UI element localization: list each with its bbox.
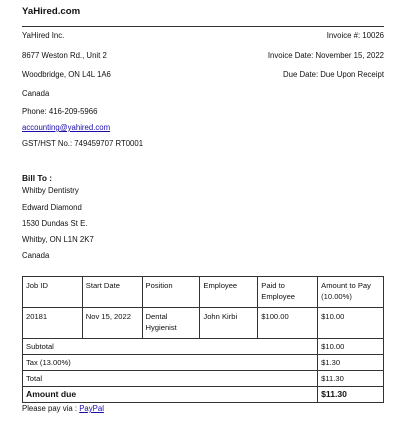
payment-prefix: Please pay via : (22, 404, 80, 413)
invoice-due-date: Due Date: Due Upon Receipt (283, 70, 384, 79)
col-header-employee: Employee (200, 277, 258, 308)
bill-to-name: Whitby Dentistry (22, 186, 79, 195)
company-email-link[interactable]: accounting@yahired.com (22, 123, 111, 132)
bill-to-address-line1: 1530 Dundas St E. (22, 219, 88, 228)
cell-amount-to-pay: $10.00 (318, 308, 384, 339)
table-header-row (23, 277, 384, 308)
col-header-position: Position (142, 277, 200, 308)
amount-due-value: $11.30 (318, 387, 384, 403)
cell-job-id: 20181 (23, 308, 83, 339)
company-email-row (22, 123, 110, 133)
company-phone: Phone: 416-209-5966 (22, 107, 98, 116)
company-address-line1: 8677 Weston Rd., Unit 2 (22, 51, 107, 60)
col-header-paid-to-employee: Paid to Employee (258, 277, 318, 308)
header-divider (22, 26, 384, 27)
subtotal-value: $10.00 (318, 339, 384, 355)
cell-paid-to-employee: $100.00 (258, 308, 318, 339)
subtotal-label: Subtotal (23, 339, 318, 355)
company-gst: GST/HST No.: 749459707 RT0001 (22, 139, 144, 148)
total-value: $11.30 (318, 371, 384, 387)
invoice-date: Invoice Date: November 15, 2022 (267, 51, 384, 60)
invoice-number: Invoice #: 10026 (326, 31, 384, 40)
subtotal-row (23, 339, 384, 355)
col-header-job-id: Job ID (23, 277, 83, 308)
tax-value: $1.30 (318, 355, 384, 371)
paypal-link[interactable]: PayPal (79, 404, 104, 413)
invoice-table (22, 276, 384, 403)
bill-to-address-line2: Whitby, ON L1N 2K7 (22, 235, 94, 244)
bill-to-country: Canada (22, 251, 50, 260)
cell-start-date: Nov 15, 2022 (82, 308, 142, 339)
company-name: YaHired Inc. (22, 31, 65, 40)
cell-employee: John Kirbi (200, 308, 258, 339)
col-header-start-date: Start Date (82, 277, 142, 308)
bill-to-contact: Edward Diamond (22, 203, 82, 212)
payment-note (22, 404, 104, 413)
tax-row (23, 355, 384, 371)
total-label: Total (23, 371, 318, 387)
company-address-line2: Woodbridge, ON L4L 1A6 (22, 70, 111, 79)
col-header-amount-to-pay: Amount to Pay (10.00%) (318, 277, 384, 308)
tax-label: Tax (13.00%) (23, 355, 318, 371)
amount-due-row (23, 387, 384, 403)
brand-title: YaHired.com (22, 6, 81, 17)
company-country: Canada (22, 89, 50, 98)
table-row (23, 308, 384, 339)
amount-due-label: Amount due (23, 387, 318, 403)
bill-to-heading: Bill To : (22, 173, 53, 183)
total-row (23, 371, 384, 387)
cell-position: Dental Hygienist (142, 308, 200, 339)
